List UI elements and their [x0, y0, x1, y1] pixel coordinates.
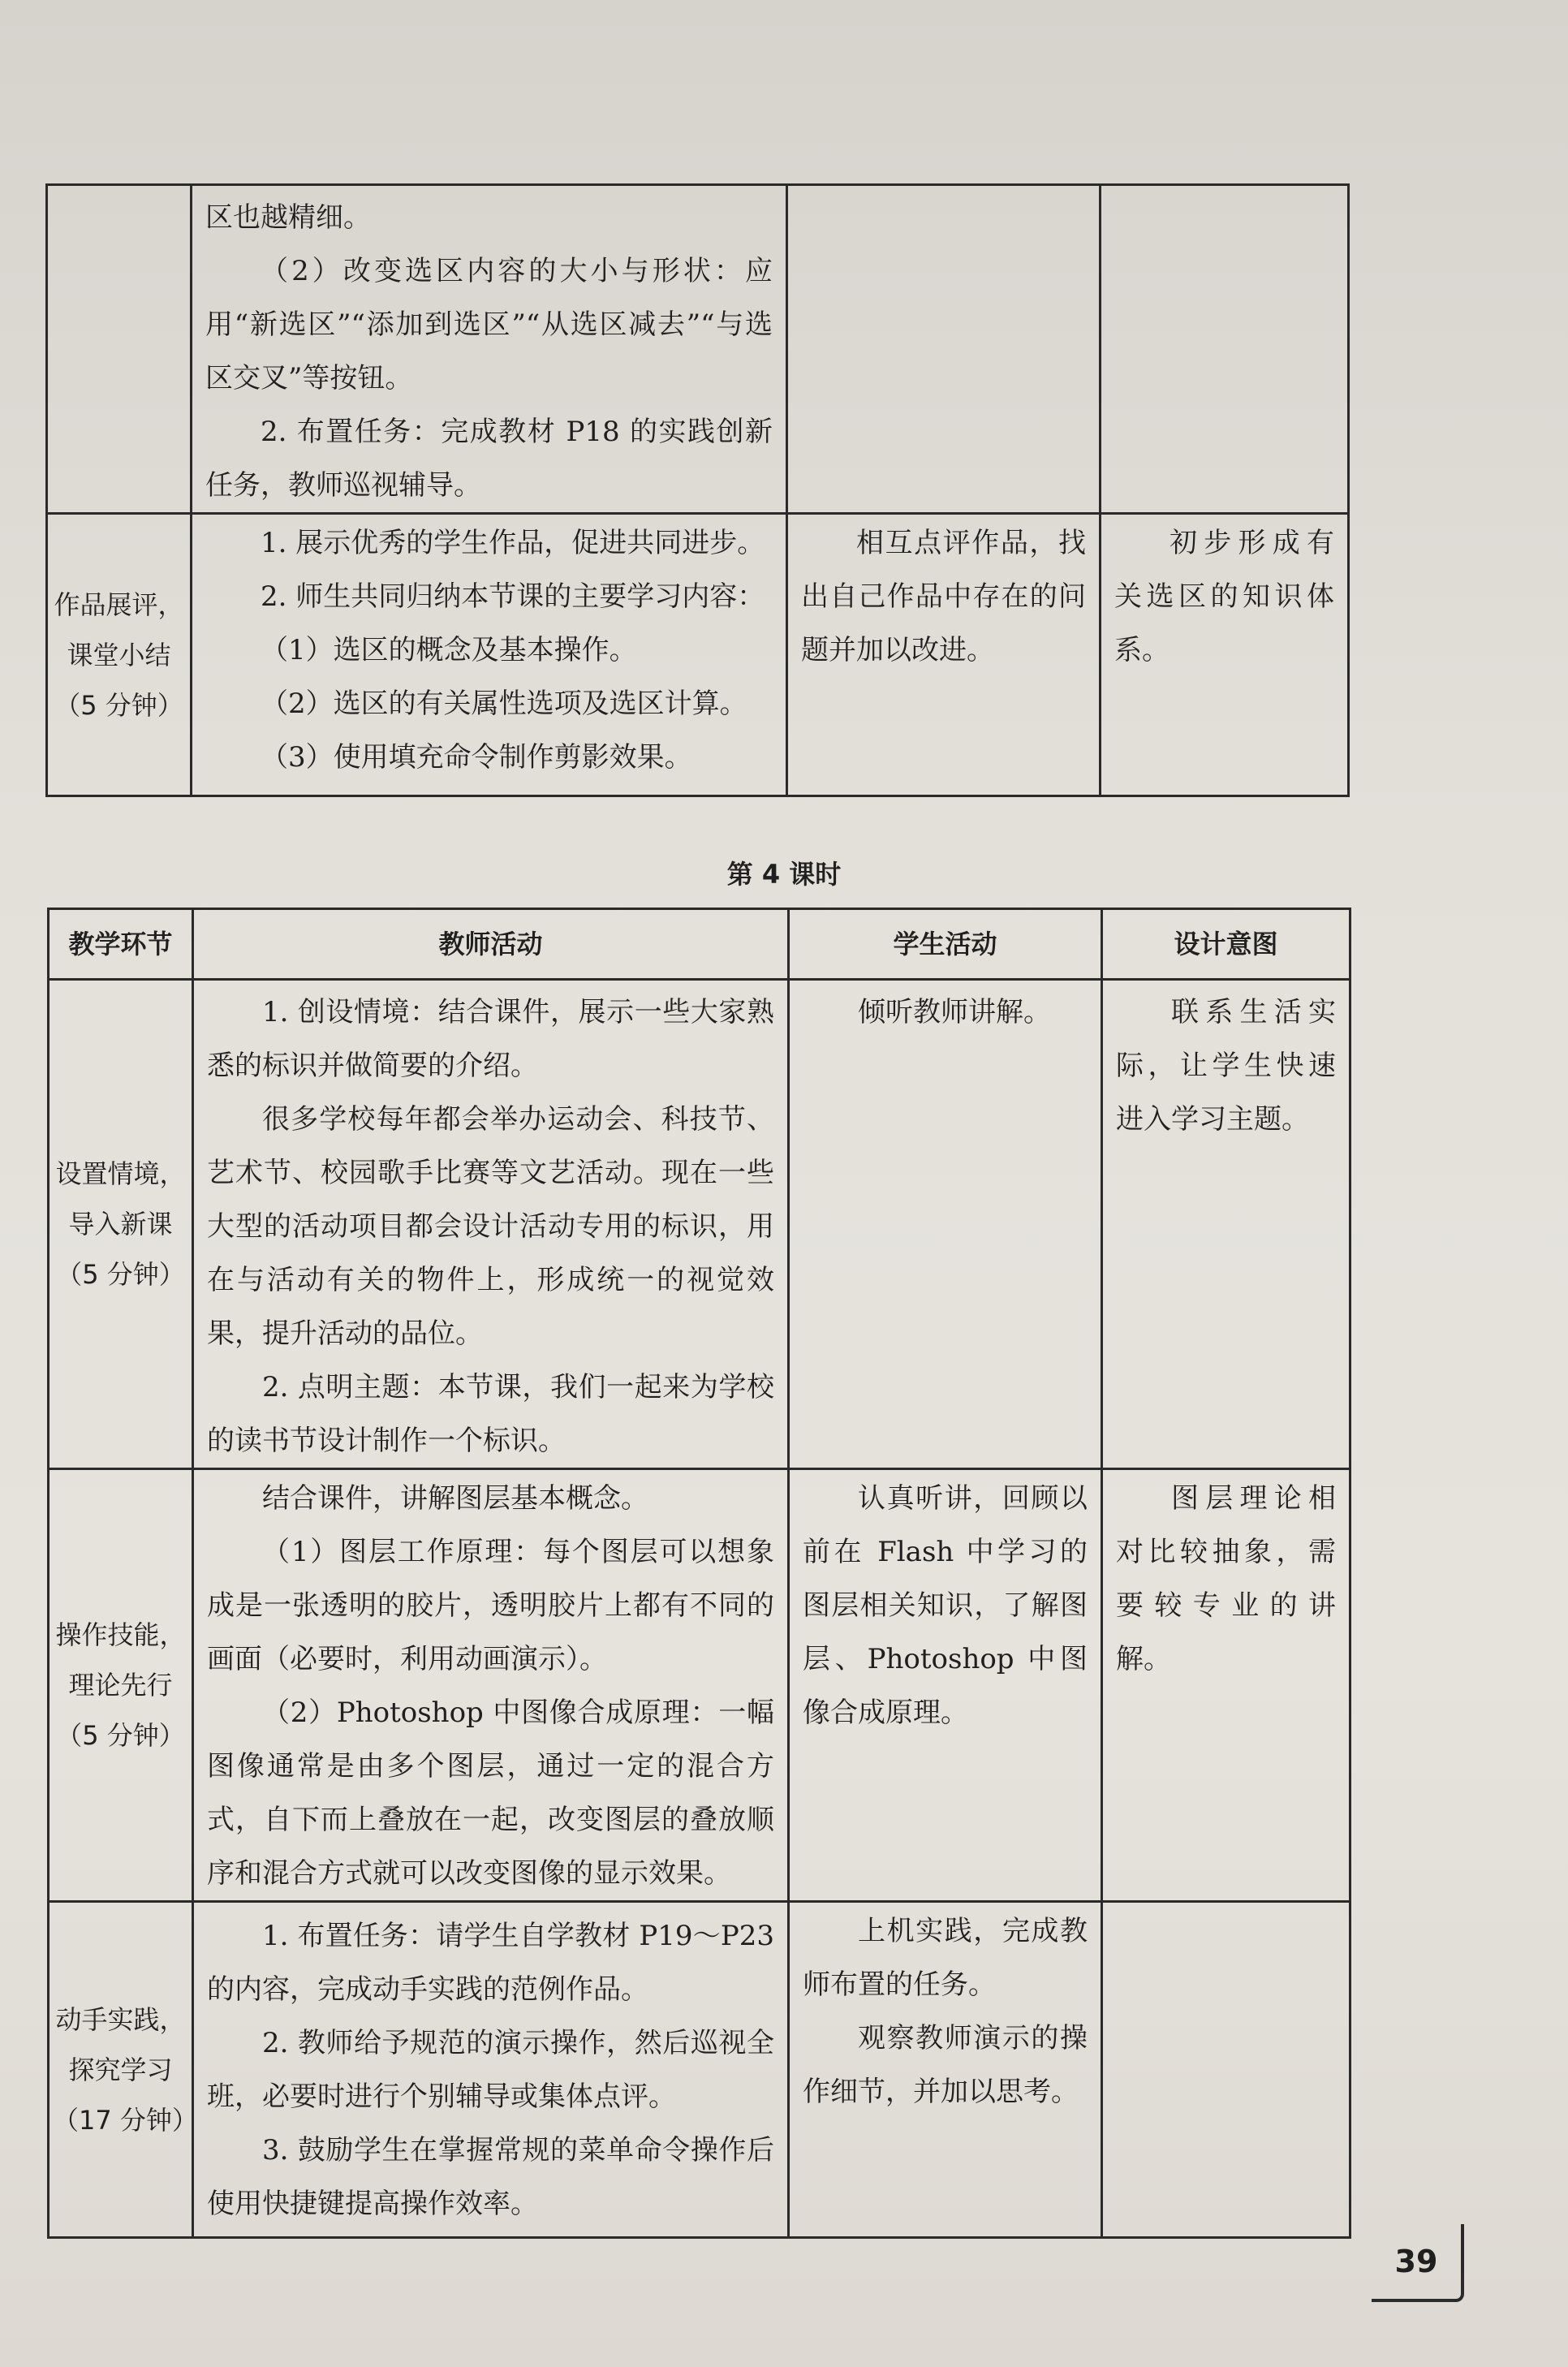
- design-intent-cell: [1102, 1469, 1350, 1902]
- teacher-activity-cell: [192, 514, 787, 796]
- teacher-paragraph: 很多学校每年都会举办运动会、科技节、艺术节、校园歌手比赛等文艺活动。现在一些大型的活动项目都会设计活动专用的标识，用在与活动有关的物件上，形成统一的视觉效果，提升活动的品位。: [207, 1103, 774, 1350]
- stage-cell: [49, 980, 193, 1469]
- student-paragraph: 相互点评作品，找出自己作品中存在的问题并加以改进。: [801, 527, 1086, 666]
- teacher-paragraph: 1. 布置任务：请学生自学教材 P19～P23 的内容，完成动手实践的范例作品。: [207, 1920, 774, 2006]
- design-intent-cell: [1102, 1902, 1350, 2238]
- stage-line: （5 分钟）: [56, 1259, 185, 1290]
- design-intent-cell: [1102, 980, 1350, 1469]
- stage-line: 操作技能，: [55, 1619, 186, 1650]
- teacher-activity-cell: [193, 1469, 789, 1902]
- teacher-activity-cell: [193, 1902, 789, 2238]
- stage-line: 动手实践，: [55, 2003, 186, 2035]
- intent-paragraph: 联系生活实际，让学生快速进入学习主题。: [1116, 996, 1336, 1136]
- teacher-paragraph: 3. 鼓励学生在掌握常规的菜单命令操作后使用快捷键提高操作效率。: [207, 2134, 774, 2220]
- table-header-row: [49, 909, 1350, 980]
- stage-cell: [49, 1469, 193, 1902]
- stage-cell: [47, 185, 192, 514]
- stage-cell: [49, 1902, 198, 2238]
- intent-paragraph: 初步形成有关选区的知识体系。: [1114, 527, 1334, 666]
- lesson-table-part3: [45, 183, 1350, 797]
- header-teacher-activity: 教师活动: [193, 909, 789, 980]
- teacher-paragraph: 1. 展示优秀的学生作品，促进共同进步。: [261, 527, 765, 559]
- teacher-paragraph: （1）选区的概念及基本操作。: [261, 634, 637, 666]
- table-row: [49, 1902, 1350, 2238]
- teacher-paragraph: 2. 师生共同归纳本节课的主要学习内容：: [261, 580, 765, 613]
- stage-line: （5 分钟）: [56, 1720, 185, 1751]
- student-activity-cell: [789, 1469, 1102, 1902]
- stage-line: （5 分钟）: [54, 689, 183, 721]
- design-intent-cell: [1101, 514, 1349, 796]
- stage-line: 导入新课: [68, 1209, 173, 1240]
- teacher-paragraph: （2）选区的有关属性选项及选区计算。: [261, 688, 747, 720]
- table-row: [47, 185, 1349, 514]
- student-paragraph: 上机实践，完成教师布置的任务。: [803, 1915, 1088, 2001]
- lesson-table-period4: [47, 908, 1351, 2239]
- student-activity-cell: [789, 1902, 1102, 2238]
- teacher-paragraph: 2. 点明主题：本节课，我们一起来为学校的读书节设计制作一个标识。: [207, 1371, 774, 1457]
- intent-paragraph: 图层理论相对比较抽象，需要较专业的讲解。: [1116, 1482, 1336, 1675]
- stage-line: 设置情境，: [55, 1158, 186, 1189]
- student-paragraph: 倾听教师讲解。: [858, 996, 1051, 1028]
- header-design-intent: 设计意图: [1102, 909, 1350, 980]
- header-student-activity: 学生活动: [789, 909, 1102, 980]
- teacher-paragraph: （3）使用填充命令制作剪影效果。: [261, 741, 692, 774]
- table-row: [49, 980, 1350, 1469]
- stage-line: 课堂小结: [67, 639, 171, 670]
- stage-line: （17 分钟）: [53, 2104, 198, 2136]
- header-stage: 教学环节: [49, 909, 193, 980]
- teacher-activity-cell: [193, 980, 789, 1469]
- teacher-paragraph: （2）Photoshop 中图像合成原理：一幅图像通常是由多个图层，通过一定的混合方式，自下而上叠放在一起，改变图层的叠放顺序和混合方式就可以改变图像的显示效果。: [207, 1697, 774, 1890]
- stage-cell: [47, 514, 192, 796]
- teacher-paragraph: 1. 创设情境：结合课件，展示一些大家熟悉的标识并做简要的介绍。: [207, 996, 774, 1082]
- teacher-paragraph: 区也越精细。: [205, 201, 371, 234]
- teacher-paragraph: （1）图层工作原理：每个图层可以想象成是一张透明的胶片，透明胶片上都有不同的画面（必要时，利用动画演示）。: [207, 1536, 774, 1675]
- teacher-activity-cell: [192, 185, 787, 514]
- teacher-paragraph: 2. 布置任务：完成教材 P18 的实践创新任务，教师巡视辅导。: [205, 416, 773, 502]
- teacher-paragraph: （2）改变选区内容的大小与形状：应用“新选区”“添加到选区”“从选区减去”“与选区交叉”等按钮。: [205, 255, 773, 394]
- table-row: [47, 514, 1349, 796]
- teacher-paragraph: 2. 教师给予规范的演示操作，然后巡视全班，必要时进行个别辅导或集体点评。: [207, 2027, 774, 2113]
- table-row: [49, 1469, 1350, 1902]
- student-activity-cell: [789, 980, 1102, 1469]
- page-number: 39: [1372, 2224, 1464, 2302]
- student-activity-cell: [787, 185, 1101, 514]
- student-paragraph: 观察教师演示的操作细节，并加以思考。: [803, 2022, 1088, 2108]
- stage-line: 作品展评，: [54, 589, 184, 620]
- section-title: 第 4 课时: [726, 859, 842, 890]
- stage-line: 探究学习: [68, 2054, 173, 2085]
- student-paragraph: 认真听讲，回顾以前在 Flash 中学习的图层相关知识，了解图层、Photoshop 中图像合成原理。: [803, 1482, 1088, 1729]
- student-activity-cell: [787, 514, 1101, 796]
- design-intent-cell: [1101, 185, 1349, 514]
- teacher-paragraph: 结合课件，讲解图层基本概念。: [262, 1482, 648, 1515]
- stage-line: 理论先行: [68, 1670, 173, 1701]
